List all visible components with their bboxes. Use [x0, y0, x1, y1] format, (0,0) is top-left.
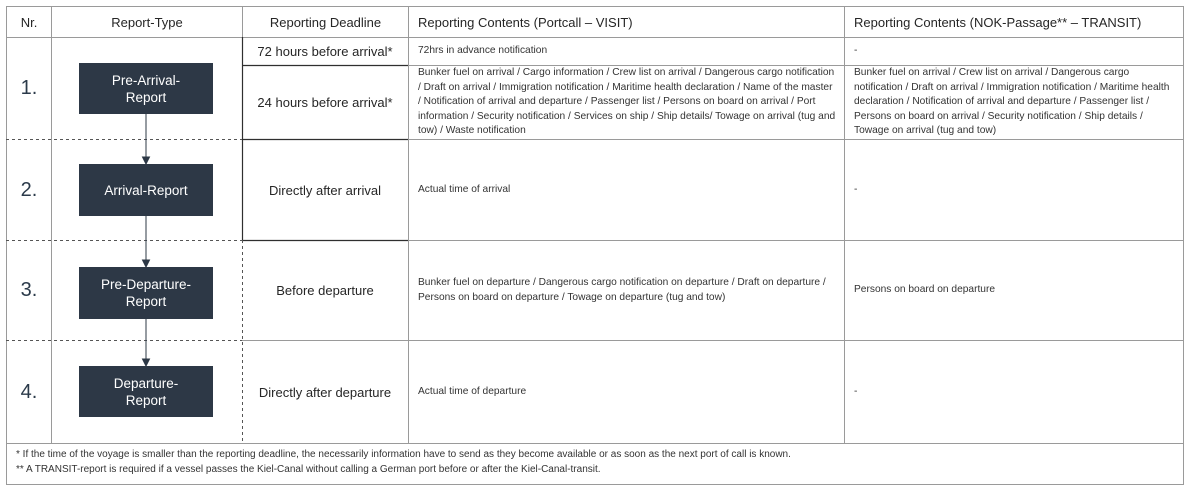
report-label: Report — [125, 89, 167, 105]
header-deadline: Reporting Deadline — [269, 14, 382, 30]
row-number: 4. — [20, 380, 38, 403]
transit-content: Persons on board on departure — [854, 284, 996, 296]
visit-content: Bunker fuel on arrival / Cargo information / Crew list on arrival / Dangerous cargo notification / Draft on arrival / Immigration notification / Maritime health declaration / Name of the master / Notification of arrival and departure / Passenger list / Persons on board on arrival / Port information / Security notification / Services on ship / Ship details/ Towage on arrival (tug and tow) / Waste notification — [418, 67, 836, 137]
header-visit: Reporting Contents (Portcall – VISIT) — [418, 14, 633, 30]
report-label: Pre-Departure- — [100, 277, 192, 292]
row-number: 1. — [20, 77, 38, 99]
visit-content: Bunker fuel on departure / Dangerous cargo notification on departure / Draft on departure / Persons on board on departure / Towage on departure (tug and tow) — [418, 277, 826, 303]
arrow-head-icon — [143, 359, 150, 366]
arrival-report-box — [79, 164, 213, 216]
pre-departure-report-box — [79, 267, 213, 319]
pre-arrival-report-box — [79, 63, 213, 114]
visit-content: 72hrs in advance notification — [418, 45, 548, 57]
transit-content: - — [854, 45, 858, 57]
transit-content: Bunker fuel on arrival / Crew list on arrival / Dangerous cargo notification / Draft on arrival / Immigration notification / Maritime health declaration / Notification of arrival and departure / Passenger list / Persons on board on arrival / Security notification / Ship details / Towage on arrival (tug and tow) — [854, 67, 1170, 137]
footnote-transit: ** A TRANSIT-report is required if a vessel passes the Kiel-Canal without calling a German port before or after the Kiel-Canal-transit. — [16, 464, 601, 475]
row-number: 2. — [20, 178, 38, 201]
transit-content: - — [854, 385, 858, 397]
row-number: 3. — [20, 279, 38, 301]
deadline-departure: Directly after departure — [258, 384, 392, 400]
header-nr: Nr. — [20, 14, 38, 30]
header-report-type: Report-Type — [111, 14, 183, 30]
deadline-24h: 24 hours before arrival* — [257, 95, 393, 110]
visit-content: Actual time of arrival — [418, 183, 511, 195]
footnote-deadline: * If the time of the voyage is smaller than the reporting deadline, the necessarily information have to send as they become available or as soon as the next port of call is known. — [16, 449, 791, 460]
report-label: Departure- — [113, 375, 179, 391]
report-label: Report — [125, 294, 167, 309]
deadline-arrival: Directly after arrival — [269, 182, 381, 198]
visit-content: Actual time of departure — [418, 385, 527, 397]
arrow-head-icon — [143, 157, 150, 164]
report-label: Arrival-Report — [104, 182, 188, 198]
transit-content: - — [854, 183, 858, 195]
header-transit: Reporting Contents (NOK-Passage** – TRANSIT) — [854, 14, 1142, 30]
report-label: Pre-Arrival- — [111, 72, 181, 88]
departure-report-box — [79, 366, 213, 417]
deadline-72h: 72 hours before arrival* — [257, 44, 393, 59]
arrow-head-icon — [143, 260, 150, 267]
deadline-before-departure: Before departure — [276, 283, 374, 298]
report-label: Report — [125, 392, 167, 408]
